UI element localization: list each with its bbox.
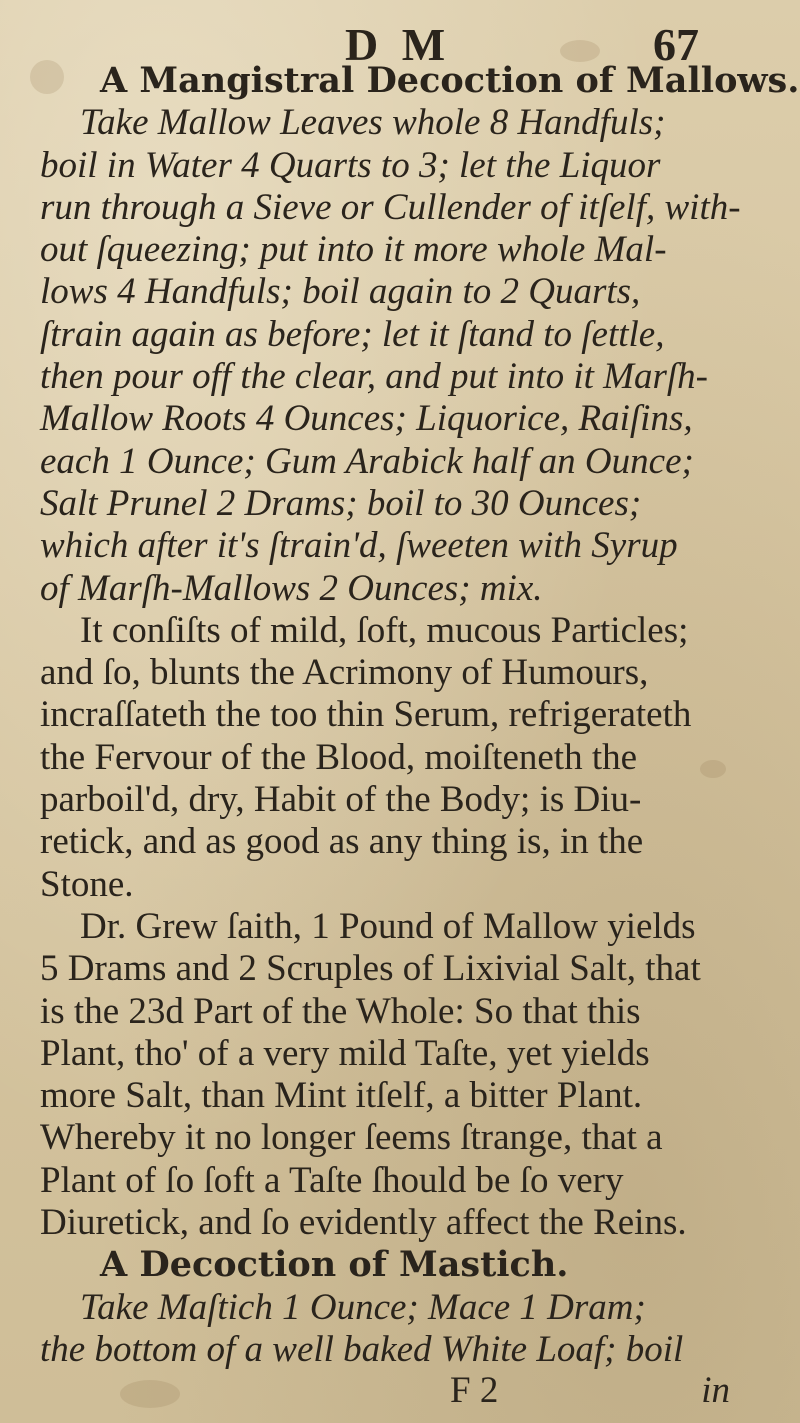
text-line: Whereby it no longer ſeems ſtrange, that a: [40, 1117, 663, 1159]
text-line: which after it's ſtrain'd, ſweeten with Syrup: [40, 525, 678, 567]
text-line: more Salt, than Mint itſelf, a bitter Plant.: [40, 1075, 643, 1117]
text-line: Stone.: [40, 863, 134, 905]
text-line: Dr. Grew ſaith, 1 Pound of Mallow yields: [80, 905, 696, 947]
text-line: Plant of ſo ſoft a Taſte ſhould be ſo very: [40, 1159, 624, 1201]
text-line: Salt Prunel 2 Drams; boil to 30 Ounces;: [40, 482, 642, 524]
text-line: and ſo, blunts the Acrimony of Humours,: [40, 652, 649, 694]
text-line: lows 4 Handfuls; boil again to 2 Quarts,: [40, 271, 641, 313]
text-line: the Fervour of the Blood, moiſteneth the: [40, 736, 638, 778]
catchword: in: [701, 1370, 730, 1411]
text-line: boil in Water 4 Quarts to 3; let the Liquor: [40, 144, 661, 186]
text-line: run through a Sieve or Cullender of itſelf, with-: [40, 186, 741, 228]
text-line: parboil'd, dry, Habit of the Body; is Diu-: [40, 779, 642, 821]
text-line: 5 Drams and 2 Scruples of Lixivial Salt, that: [40, 948, 701, 990]
page-number: 67: [653, 19, 699, 70]
text-line: Diuretick, and ſo evidently affect the Reins.: [40, 1202, 687, 1244]
page-text: [40, 60, 800, 1411]
text-line: Take Maſtich 1 Ounce; Mace 1 Dram;: [80, 1286, 646, 1328]
text-line: Mallow Roots 4 Ounces; Liquorice, Raiſins,: [40, 398, 693, 440]
text-line: then pour off the clear, and put into it Marſh-: [40, 356, 709, 398]
text-line: each 1 Ounce; Gum Arabick half an Ounce;: [40, 440, 694, 482]
text-line: out ſqueezing; put into it more whole Mal-: [40, 229, 667, 271]
recipe-heading: A Mangistral Decoction of Mallows.: [100, 60, 800, 101]
page-footer: [40, 1370, 780, 1412]
signature-mark: D M: [345, 19, 452, 70]
text-line: of Marſh-Mallows 2 Ounces; mix.: [40, 567, 543, 609]
recipe-heading: A Decoction of Mastich.: [100, 1244, 569, 1286]
text-line: incraſſateth the too thin Serum, refrigerateth: [40, 694, 692, 736]
text-line: retick, and as good as any thing is, in the: [40, 821, 644, 863]
text-line: It conſiſts of mild, ſoft, mucous Particles;: [80, 609, 689, 651]
text-line: ſtrain again as before; let it ſtand to ſettle,: [40, 313, 665, 355]
text-line: Take Mallow Leaves whole 8 Handfuls;: [80, 102, 666, 144]
text-line: Plant, tho' of a very mild Taſte, yet yields: [40, 1032, 650, 1074]
signature-mark: F 2: [450, 1370, 499, 1411]
text-line: is the 23d Part of the Whole: So that this: [40, 990, 641, 1032]
text-line: the bottom of a well baked White Loaf; boil: [40, 1328, 684, 1370]
